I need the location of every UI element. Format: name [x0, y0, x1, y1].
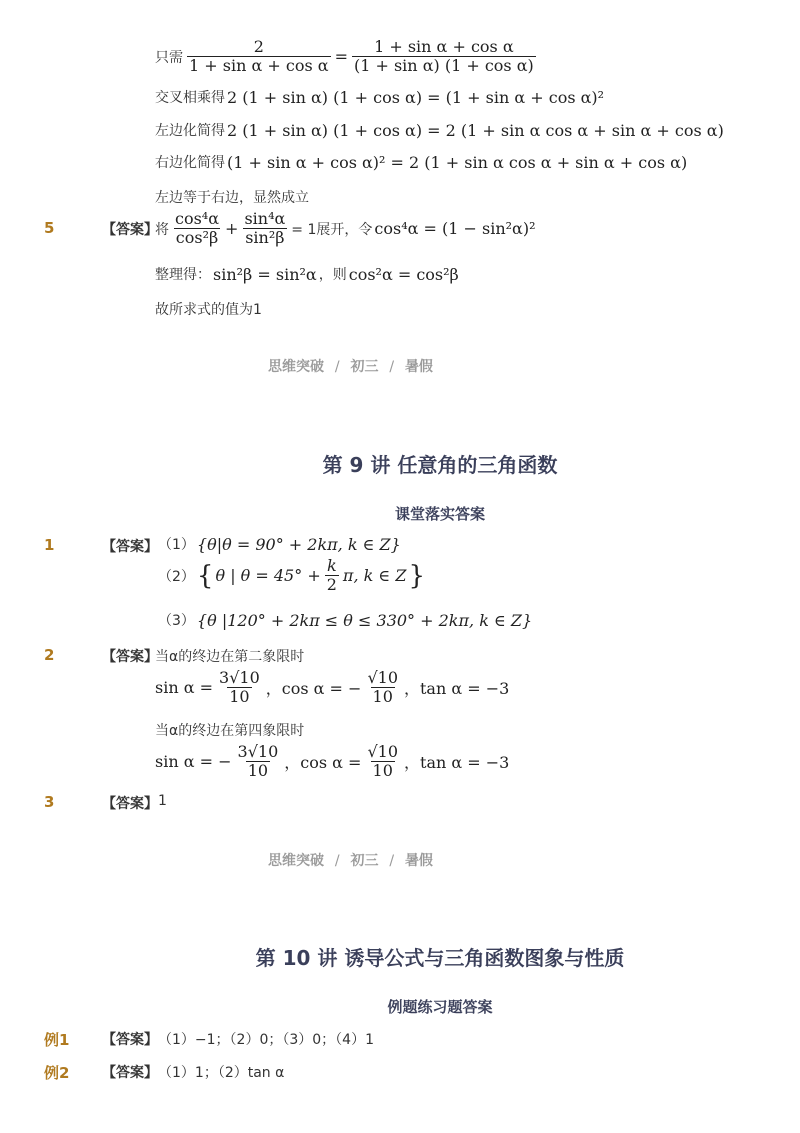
sin-fraction [236, 743, 281, 781]
question-number: 3 [44, 793, 55, 811]
fraction-denominator: cos²β [175, 228, 219, 248]
q5-fraction-cos [173, 210, 221, 248]
q5-line-3: 故所求式的值为1 [155, 302, 262, 318]
question-number: 5 [44, 219, 55, 237]
lesson-10-title: 第 10 讲 诱导公式与三角函数图象与性质 [255, 946, 625, 970]
lesson-10-subtitle: 例题练习题答案 [387, 998, 493, 1016]
part-label: （2） [158, 568, 195, 585]
fraction-numerator: k [326, 556, 337, 575]
l9-q1-part-2-fraction [325, 557, 339, 595]
fraction-numerator: 2 [253, 37, 264, 56]
part-label: （3） [158, 613, 195, 629]
l10-example-1-answer: （1）−1；（2）0；（3）0；（4）1 [158, 1032, 374, 1048]
example-number: 例2 [44, 1064, 70, 1082]
answer-tag: 【答案】 [102, 1065, 158, 1081]
fraction-numerator: 1 + sin α + cos α [374, 37, 514, 56]
l9-q2-case-2-values [155, 743, 509, 781]
fraction-numerator: √10 [367, 742, 399, 761]
sin-fraction [217, 669, 262, 707]
l9-q3-answer: 1 [158, 793, 167, 809]
l9-q2-case-1: 当α的终边在第二象限时 [155, 649, 305, 665]
prev-line-4 [155, 152, 687, 172]
cos-label: ，cos α = − [265, 679, 362, 699]
page-footer [268, 850, 433, 870]
q5-line-1-middle: = 1展开，令 [291, 221, 373, 238]
q5-line-2-math-b: cos²α = cos²β [348, 264, 459, 284]
prev-line-1-fraction-1 [187, 38, 331, 76]
plus-sign: + [225, 219, 239, 239]
cos-fraction [365, 743, 400, 781]
l9-q2-case-2: 当α的终边在第四象限时 [155, 723, 305, 739]
part-label: （1） [158, 537, 195, 553]
fraction-denominator: 10 [247, 761, 269, 781]
equals-sign: = [334, 47, 348, 67]
fraction-denominator: 10 [372, 761, 393, 781]
cos-fraction [365, 669, 400, 707]
tan-value: ，tan α = −3 [404, 679, 510, 699]
answer-tag: 【答案】 [102, 1032, 158, 1048]
prev-line-3-math: 2 (1 + sin α) (1 + cos α) = 2 (1 + sin α cos α + sin α + cos α) [227, 120, 724, 140]
footer-book: 思维突破 [268, 359, 324, 375]
q5-line-2-math-a: sin²β = sin²α [213, 264, 317, 284]
q5-line-2-middle: ，则 [318, 267, 347, 283]
prev-line-2-prefix: 交叉相乘得 [155, 90, 225, 106]
prev-line-4-prefix: 右边化简得 [155, 155, 225, 171]
l10-example-2-answer: （1）1；（2）tan α [158, 1065, 285, 1081]
fraction-denominator: 1 + sin α + cos α [189, 56, 329, 76]
footer-separator: / [389, 853, 395, 869]
q5-line-1 [155, 210, 536, 248]
left-brace: { [196, 560, 214, 591]
l9-q2-case-1-values [155, 669, 509, 707]
fraction-denominator: sin²β [245, 228, 285, 248]
page-footer [268, 356, 433, 376]
l9-q1-part-2 [158, 557, 425, 595]
prev-line-2 [155, 87, 604, 107]
answer-tag: 【答案】 [102, 796, 158, 812]
cos-label: ，cos α = [284, 753, 362, 773]
prev-line-2-math: 2 (1 + sin α) (1 + cos α) = (1 + sin α + cos α)² [227, 87, 605, 107]
fraction-denominator: (1 + sin α) (1 + cos α) [353, 56, 534, 76]
tan-value: ，tan α = −3 [404, 753, 510, 773]
lesson-9-subtitle: 课堂落实答案 [394, 505, 485, 523]
l9-q1-part-1-math: {θ|θ = 90° + 2kπ, k ∈ Z} [196, 534, 401, 554]
prev-line-4-math: (1 + sin α + cos α)² = 2 (1 + sin α cos α + sin α + cos α) [227, 152, 688, 172]
footer-separator: / [334, 853, 340, 869]
fraction-denominator: 10 [229, 687, 250, 707]
answer-tag: 【答案】 [102, 649, 158, 665]
prev-line-1-prefix: 只需 [155, 49, 183, 66]
q5-line-2 [155, 264, 459, 284]
q5-line-1-math: cos⁴α = (1 − sin²α)² [374, 219, 536, 239]
sin-label: sin α = [155, 678, 214, 698]
l9-q1-part-3-math: {θ |120° + 2kπ ≤ θ ≤ 330° + 2kπ, k ∈ Z} [196, 610, 533, 630]
l9-q1-part-1 [158, 534, 401, 554]
footer-book: 思维突破 [268, 853, 324, 869]
fraction-denominator: 10 [372, 687, 393, 707]
example-number: 例1 [44, 1031, 70, 1049]
footer-term: 暑假 [404, 359, 433, 375]
fraction-denominator: 2 [326, 575, 337, 595]
l9-q1-part-3 [158, 610, 532, 630]
prev-line-1 [155, 38, 538, 76]
fraction-numerator: 3√10 [237, 742, 279, 761]
fraction-numerator: sin⁴α [244, 209, 286, 228]
footer-separator: / [334, 359, 340, 375]
prev-line-3 [155, 120, 724, 140]
q5-fraction-sin [242, 210, 287, 248]
footer-grade: 初三 [350, 853, 379, 869]
fraction-numerator: cos⁴α [175, 209, 220, 228]
answer-tag: 【答案】 [102, 539, 158, 555]
prev-line-5: 左边等于右边，显然成立 [155, 190, 309, 206]
fraction-numerator: 3√10 [219, 668, 260, 687]
sin-label: sin α = − [155, 752, 232, 772]
prev-line-1-fraction-2 [352, 38, 536, 76]
answer-tag: 【答案】 [102, 222, 158, 238]
l9-q1-part-2-math-pre: θ | θ = 45° + [215, 566, 321, 586]
footer-grade: 初三 [350, 359, 379, 375]
right-brace: } [408, 560, 425, 591]
question-number: 1 [44, 536, 55, 554]
footer-separator: / [389, 359, 395, 375]
lesson-9-title: 第 9 讲 任意角的三角函数 [322, 453, 558, 477]
q5-line-1-prefix: 将 [155, 221, 169, 238]
prev-line-3-prefix: 左边化简得 [155, 123, 225, 139]
footer-term: 暑假 [404, 853, 433, 869]
l9-q1-part-2-math-post: π, k ∈ Z [342, 566, 407, 586]
q5-line-2-prefix: 整理得： [155, 267, 211, 283]
question-number: 2 [44, 646, 55, 664]
fraction-numerator: √10 [367, 668, 398, 687]
